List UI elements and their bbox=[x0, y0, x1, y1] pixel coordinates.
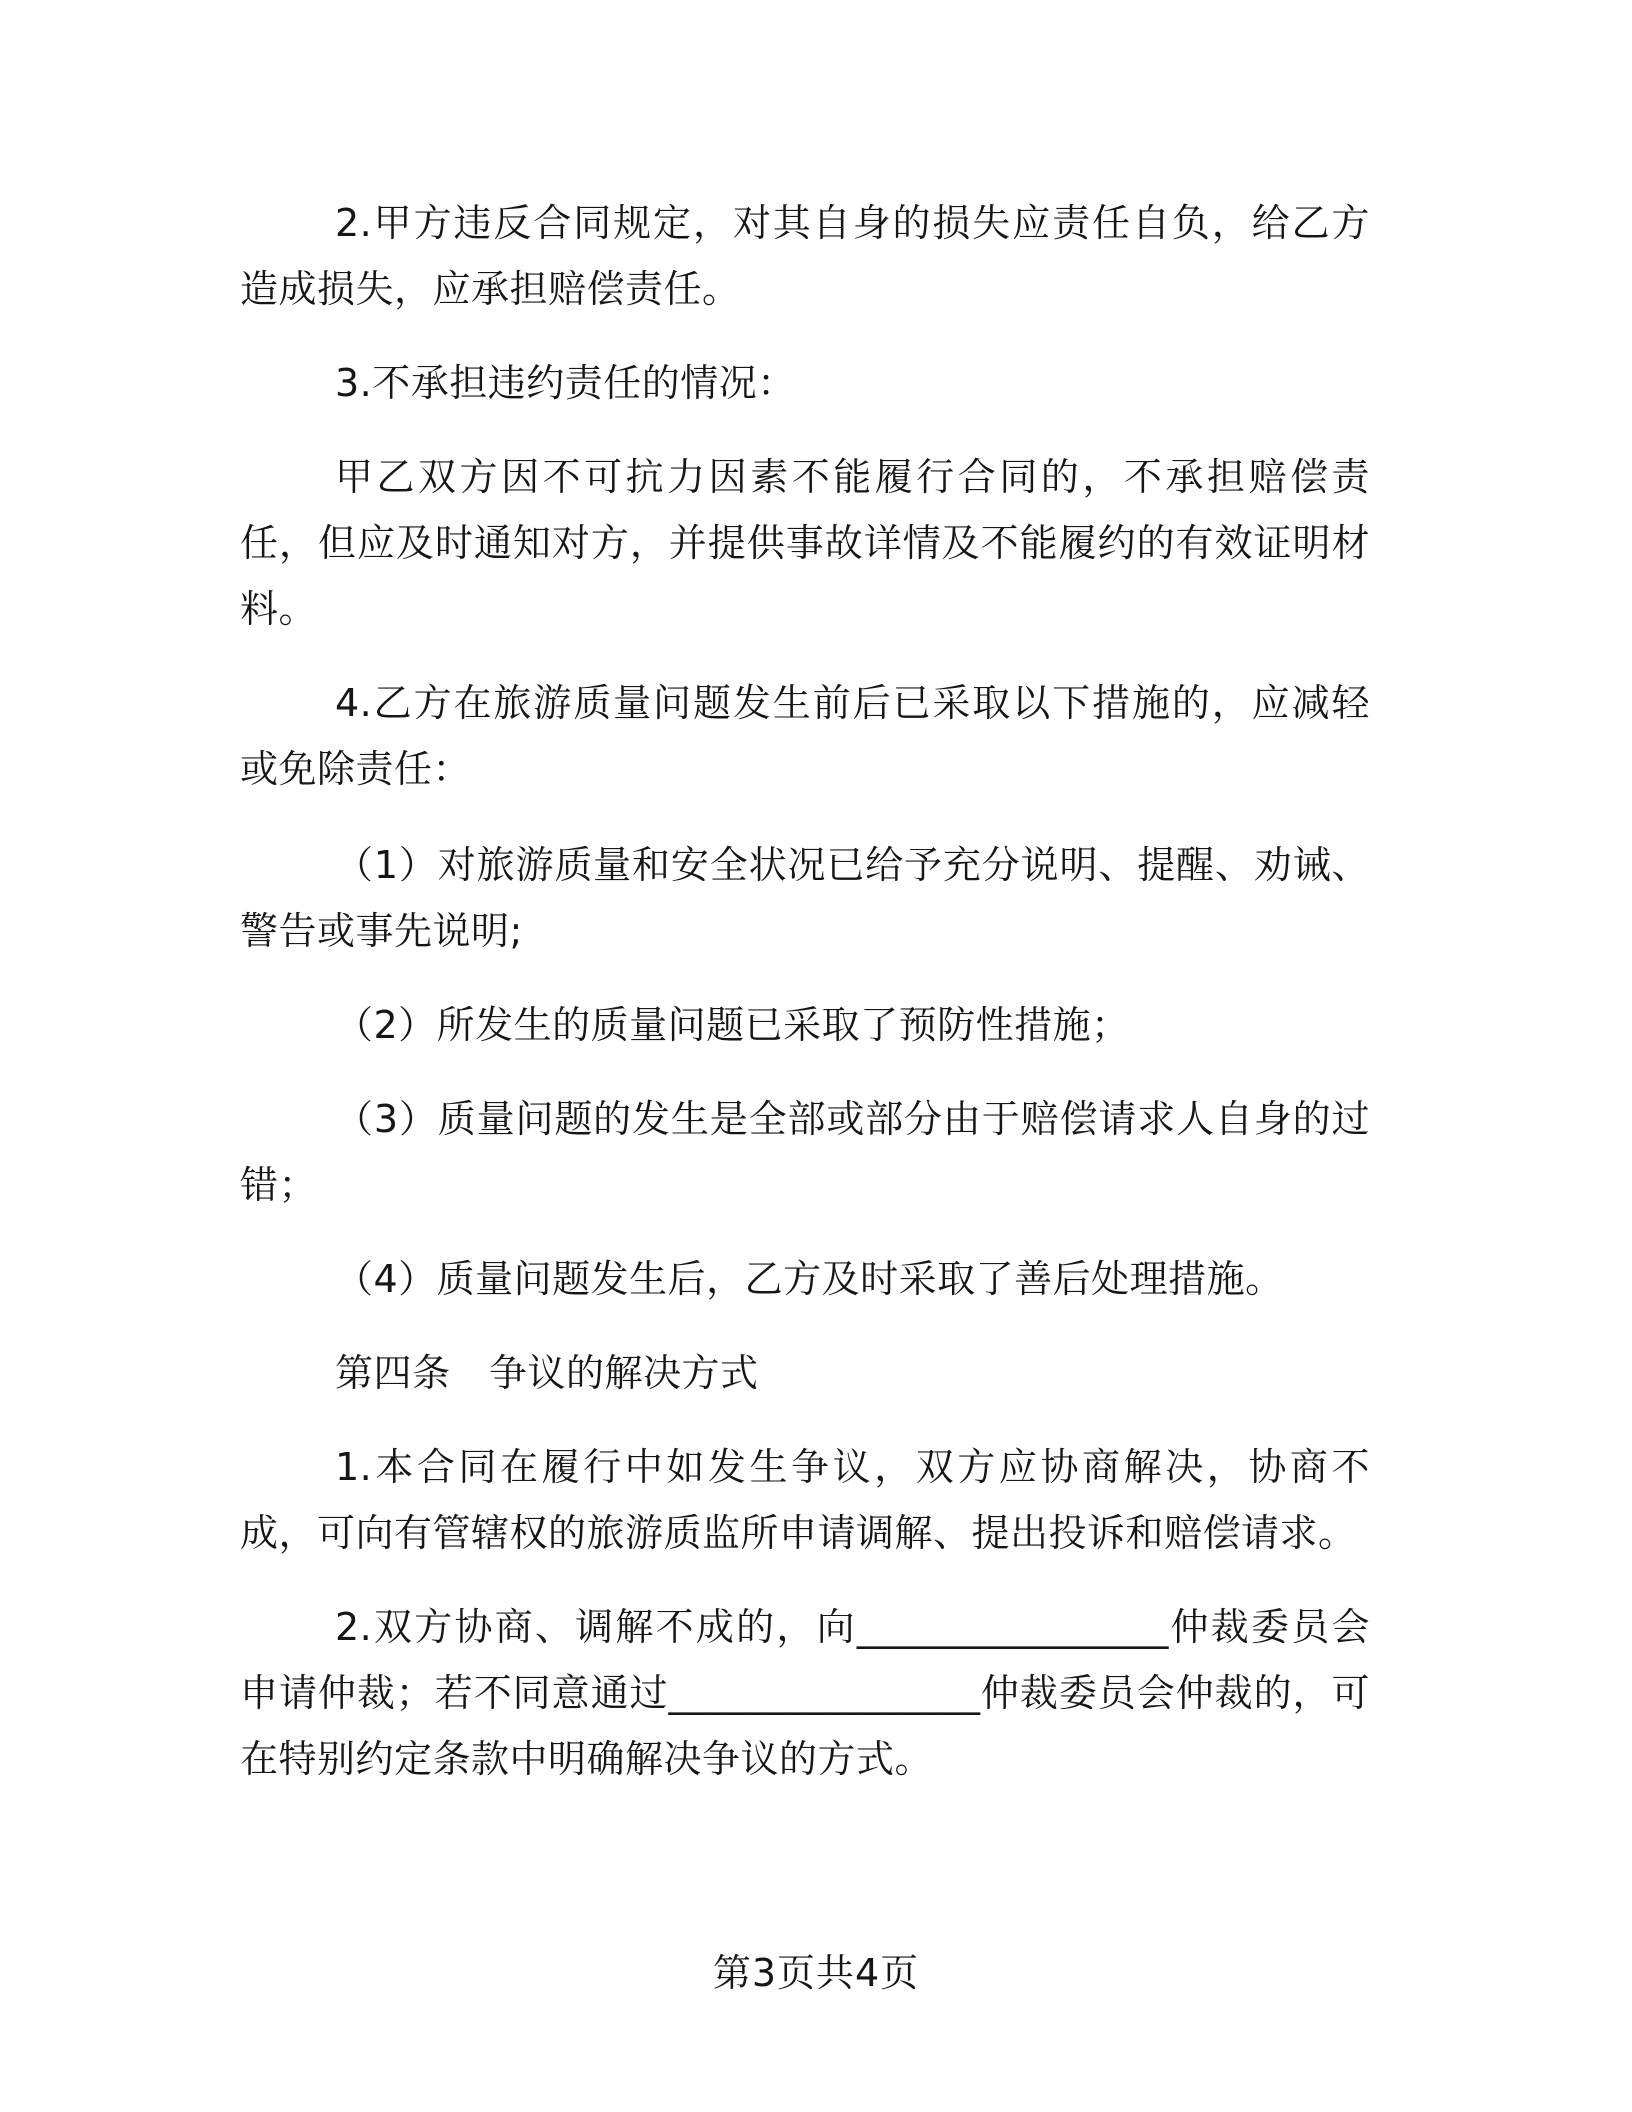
list-item-2: （2）所发生的质量问题已采取了预防性措施； bbox=[335, 1003, 1130, 1047]
list-item-3: （3）质量问题的发生是全部或部分由于赔偿请求人自身的过错； bbox=[240, 1097, 1370, 1207]
list-item-1: （1）对旅游质量和安全状况已给予充分说明、提醒、劝诫、警告或事先说明; bbox=[240, 843, 1370, 953]
paragraph-clause-4: 4.乙方在旅游质量问题发生前后已采取以下措施的，应减轻或免除责任： bbox=[240, 681, 1370, 791]
paragraph-force-majeure: 甲乙双方因不可抗力因素不能履行合同的，不承担赔偿责任，但应及时通知对方，并提供事故详情及不能履约的有效证明材料。 bbox=[240, 455, 1370, 631]
paragraph-dispute-1: 1.本合同在履行中如发生争议，双方应协商解决，协商不成，可向有管辖权的旅游质监所申请调解、提出投诉和赔偿请求。 bbox=[240, 1445, 1370, 1555]
paragraph-clause-3: 3.不承担违约责任的情况： bbox=[335, 361, 796, 405]
list-item-4: （4）质量问题发生后，乙方及时采取了善后处理措施。 bbox=[335, 1257, 1284, 1301]
paragraph-dispute-2: 2.双方协商、调解不成的，向________________仲裁委员会申请仲裁；若不同意通过________________仲裁委员会仲裁的，可在特别约定条款中明确解决争议的方式。 bbox=[240, 1605, 1370, 1781]
document-body bbox=[240, 190, 1370, 1792]
page-number-footer: 第3页共4页 bbox=[712, 1951, 920, 1995]
section-heading-article-4: 第四条 争议的解决方式 bbox=[335, 1351, 759, 1395]
paragraph-clause-2: 2.甲方违反合同规定，对其自身的损失应责任自负，给乙方造成损失，应承担赔偿责任。 bbox=[240, 201, 1370, 311]
